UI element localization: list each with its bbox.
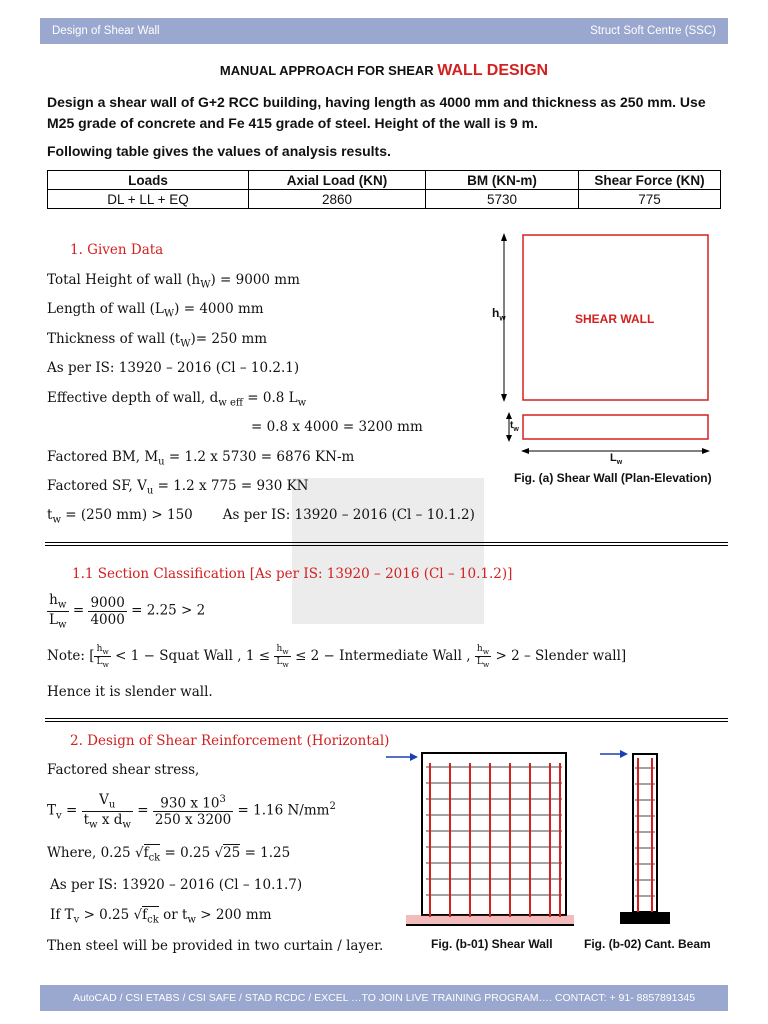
- header-bar: [40, 18, 728, 44]
- sf-line: Factored SF, $V_u = 1.2$ x 775 = 930 KN: [47, 478, 309, 497]
- thickness-line: Thickness of wall $(t_W)= 250$ mm: [47, 331, 268, 350]
- problem-statement: Design a shear wall of G+2 RCC building, having length as 4000 mm and thickness as 250 mm. Use M25 grade of concrete and Fe 415 grade of steel. Height of the wall is 9 m.: [47, 94, 706, 131]
- divider-1: [45, 542, 728, 546]
- beam-bars: [638, 758, 652, 912]
- page-title: [0, 62, 768, 80]
- arrow-left-icon: [521, 448, 529, 454]
- condition-line: If $T_v > 0.25$ $√f_{ck}$ or $t_w > 200$ mm: [50, 907, 272, 926]
- tw-check-line: $t_w = (250$ mm) > 150 As per IS: 13920 – 2016 (Cl – 10.1.2): [47, 507, 475, 526]
- load-arrow-icon-2: [620, 750, 628, 758]
- results-table: [47, 170, 721, 209]
- header-bm: BM (KN-m): [426, 171, 579, 190]
- section11-heading: 1.1 Section Classification [As per IS: 13920 – 2016 (Cl – 10.1.2)]: [72, 566, 513, 582]
- classification-note: Note: [ $\frac{h_w}{L_w}$ < 1 − Squat Wall , 1 ≤ $\frac{h_w}{L_w}$ ≤ 2 − Intermediate Wall , $\frac{h_w}{L_w}$ > 2 – Slender wall]: [47, 644, 627, 669]
- footer-bar: [40, 985, 728, 1011]
- curtain-conclusion: Then steel will be provided in two curtain / layer.: [47, 938, 384, 954]
- arrow-down-icon: [501, 394, 507, 402]
- shear-stress-equation: $T_v$ = $\frac{V_u}{t_w x d_w}$ = $\frac{930 x 10^3}{250 x 3200}$ = 1.16 $N/mm^2$: [47, 792, 336, 831]
- figure-b01: [384, 745, 574, 930]
- cell-bm: 5730: [426, 190, 579, 209]
- header-axial: Axial Load (KN): [249, 171, 426, 190]
- section1-heading: 1. Given Data: [70, 242, 164, 258]
- load-arrow-icon: [410, 753, 418, 761]
- eff-depth-line: Effective depth of wall, $d_{w eff} = 0.8$ $L_w$: [47, 390, 307, 409]
- shear-stress-label: Factored shear stress,: [47, 762, 200, 778]
- header-shear: Shear Force (KN): [579, 171, 721, 190]
- eff-depth-calc: = 0.8 x 4000 = 3200 mm: [251, 419, 423, 435]
- header-right: Struct Soft Centre (SSC): [590, 25, 716, 37]
- section2-heading: 2. Design of Shear Reinforcement (Horizontal): [70, 733, 390, 749]
- lw-label: $L_w$: [610, 452, 623, 467]
- gray-overlay: [292, 478, 484, 624]
- arrow-down-small-icon: [506, 435, 512, 442]
- footing: [406, 915, 574, 925]
- slender-conclusion: Hence it is slender wall.: [47, 684, 213, 700]
- arrow-up-small-icon: [506, 412, 512, 419]
- hw-label: $h_w$: [492, 306, 506, 323]
- title-highlight: WALL DESIGN: [437, 62, 549, 79]
- bm-line: Factored BM, $M_u = 1.2$ x 5730 = 6876 KN-m: [47, 449, 355, 468]
- table-header-row: [48, 171, 721, 190]
- cell-axial: 2860: [249, 190, 426, 209]
- shear-wall-label: SHEAR WALL: [575, 312, 655, 326]
- header-loads: Loads: [48, 171, 249, 190]
- table-row: [48, 190, 721, 209]
- arrow-up-icon: [501, 233, 507, 241]
- beam-outline: [633, 754, 657, 912]
- cell-loads: DL + LL + EQ: [48, 190, 249, 209]
- title-prefix: MANUAL APPROACH FOR SHEAR: [219, 63, 438, 78]
- figure-b02: [596, 742, 676, 928]
- figure-b02-caption: Fig. (b-02) Cant. Beam: [584, 937, 711, 951]
- ratio-equation: $\frac{h_w}{L_w}$ = $\frac{9000}{4000}$ = 2.25 > 2: [49, 592, 206, 631]
- tw-label: $t_w$: [510, 420, 519, 433]
- figure-a-caption: Fig. (a) Shear Wall (Plan-Elevation): [514, 471, 712, 485]
- cell-shear: 775: [579, 190, 721, 209]
- beam-base: [620, 912, 670, 924]
- height-line: Total Height of wall $(h_W) = 9000$ mm: [47, 272, 300, 291]
- divider-2: [45, 718, 728, 722]
- code-ref-1: As per IS: 13920 – 2016 (Cl – 10.2.1): [47, 360, 300, 376]
- code-ref-2: As per IS: 13920 – 2016 (Cl – 10.1.7): [50, 877, 303, 893]
- length-line: Length of wall $(L_W) = 4000$ mm: [47, 301, 264, 320]
- arrow-right-icon: [702, 448, 710, 454]
- footer-text: AutoCAD / CSI ETABS / CSI SAFE / STAD RCDC / EXCEL …TO JOIN LIVE TRAINING PROGRAM…. CONTACT: + 91- 8857891345: [72, 992, 696, 1004]
- wall-outline: [422, 753, 566, 915]
- figure-a: [486, 228, 726, 492]
- horizontal-bars: [426, 767, 562, 895]
- where-line: Where, 0.25 $√f_{ck} = 0.25$ √25 = 1.25: [47, 845, 291, 864]
- header-left: Design of Shear Wall: [52, 25, 160, 37]
- wall-plan-rect: [523, 415, 708, 439]
- figure-b01-caption: Fig. (b-01) Shear Wall: [431, 937, 553, 951]
- table-intro: Following table gives the values of analysis results.: [47, 143, 391, 159]
- vertical-bars: [430, 763, 560, 917]
